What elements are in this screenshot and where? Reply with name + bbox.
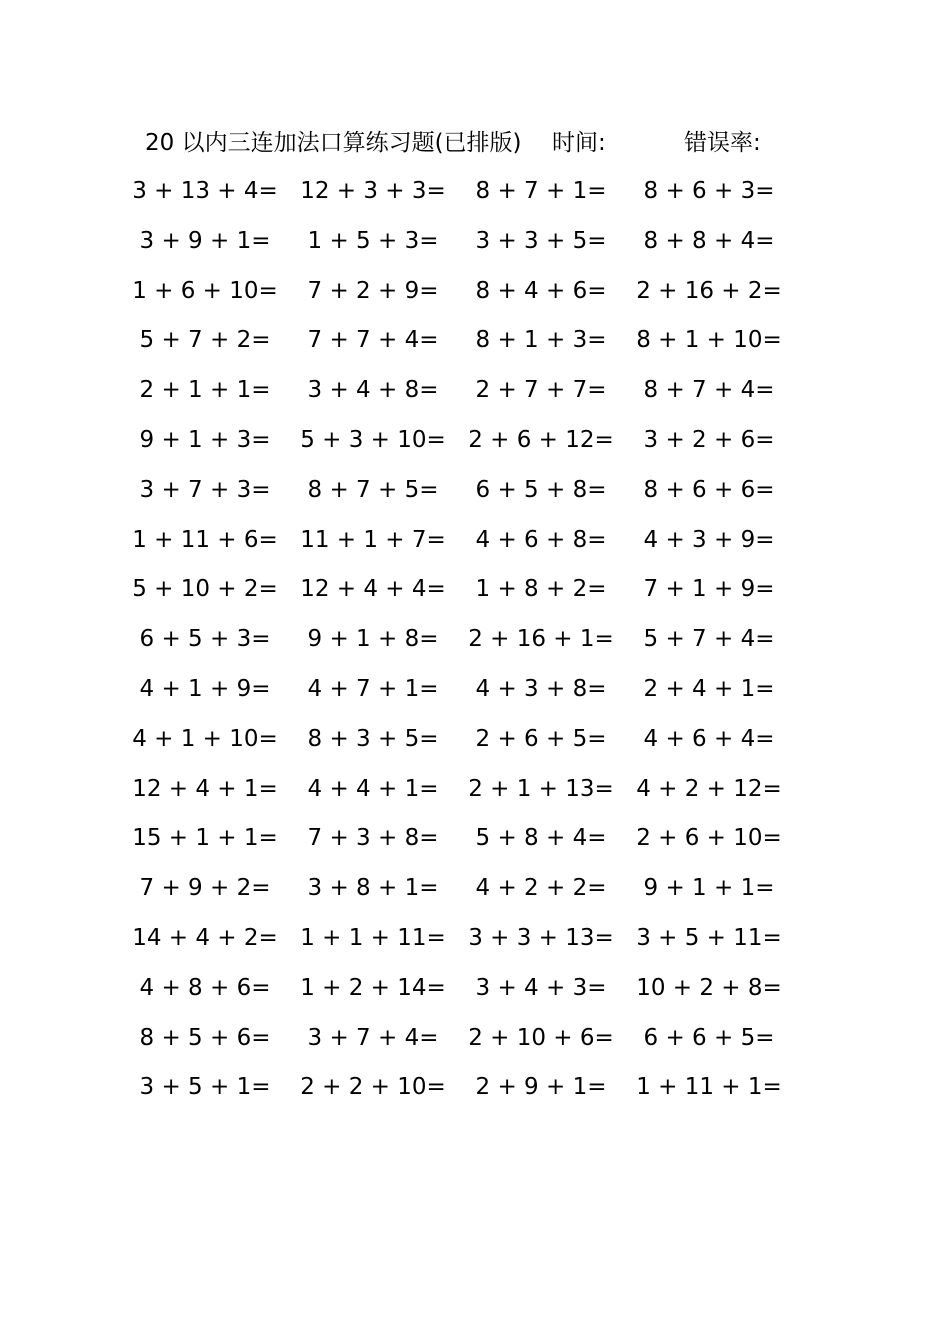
problem-item: 4 + 3 + 8=: [475, 675, 607, 702]
problem-item: 7 + 9 + 2=: [139, 875, 271, 902]
problem-item: 3 + 3 + 13=: [468, 924, 614, 951]
problem-item: 9 + 1 + 1=: [643, 875, 775, 902]
problem-item: 3 + 7 + 3=: [139, 476, 271, 503]
problem-item: 6 + 5 + 8=: [475, 476, 607, 503]
problem-item: 2 + 1 + 1=: [139, 377, 271, 404]
problem-item: 2 + 9 + 1=: [475, 1074, 607, 1101]
problem-item: 3 + 4 + 8=: [307, 377, 439, 404]
problem-item: 8 + 5 + 6=: [139, 1024, 271, 1051]
problem-item: 3 + 5 + 11=: [636, 924, 782, 951]
problem-item: 11 + 1 + 7=: [300, 526, 446, 553]
problem-item: 9 + 1 + 3=: [139, 426, 271, 453]
problem-row: [0, 669, 950, 719]
problem-item: 5 + 7 + 2=: [139, 327, 271, 354]
problem-row: [0, 470, 950, 520]
problem-item: 2 + 16 + 2=: [636, 277, 782, 304]
problem-item: 15 + 1 + 1=: [132, 825, 278, 852]
problem-item: 2 + 6 + 12=: [468, 426, 614, 453]
worksheet-header: [0, 123, 950, 163]
problem-item: 2 + 2 + 10=: [300, 1074, 446, 1101]
problem-item: 7 + 1 + 9=: [643, 576, 775, 603]
problem-row: [0, 769, 950, 819]
problem-item: 1 + 8 + 2=: [475, 576, 607, 603]
problem-item: 10 + 2 + 8=: [636, 974, 782, 1001]
problem-item: 2 + 6 + 5=: [475, 725, 607, 752]
problem-item: 1 + 5 + 3=: [307, 227, 439, 254]
problem-item: 14 + 4 + 2=: [132, 924, 278, 951]
problem-item: 2 + 7 + 7=: [475, 377, 607, 404]
problem-item: 4 + 7 + 1=: [307, 675, 439, 702]
problem-item: 8 + 1 + 3=: [475, 327, 607, 354]
problem-item: 1 + 6 + 10=: [132, 277, 278, 304]
problem-item: 8 + 7 + 1=: [475, 178, 607, 204]
problem-item: 2 + 4 + 1=: [643, 675, 775, 702]
problem-item: 2 + 1 + 13=: [468, 775, 614, 802]
problem-item: 2 + 16 + 1=: [468, 626, 614, 653]
problem-item: 1 + 11 + 1=: [636, 1074, 782, 1101]
problem-row: [0, 968, 950, 1018]
problem-item: 4 + 3 + 9=: [643, 526, 775, 553]
problem-row: [0, 370, 950, 420]
problem-item: 3 + 5 + 1=: [139, 1074, 271, 1101]
problem-item: 3 + 9 + 1=: [139, 227, 271, 254]
problem-row: [0, 520, 950, 570]
worksheet-title: 20 以内三连加法口算练习题(已排版): [145, 130, 522, 156]
problem-item: 8 + 4 + 6=: [475, 277, 607, 304]
problem-row: [0, 868, 950, 918]
problem-item: 2 + 6 + 10=: [636, 825, 782, 852]
problem-item: 3 + 7 + 4=: [307, 1024, 439, 1051]
problem-item: 8 + 6 + 3=: [643, 178, 775, 204]
problem-row: [0, 1067, 950, 1117]
problem-item: 9 + 1 + 8=: [307, 626, 439, 653]
problem-item: 3 + 2 + 6=: [643, 426, 775, 453]
problem-item: 8 + 1 + 10=: [636, 327, 782, 354]
problem-row: [0, 420, 950, 470]
problem-row: [0, 719, 950, 769]
problem-grid: [0, 171, 950, 1117]
problem-item: 4 + 1 + 10=: [132, 725, 278, 752]
problem-item: 7 + 3 + 8=: [307, 825, 439, 852]
problem-item: 3 + 8 + 1=: [307, 875, 439, 902]
problem-item: 2 + 10 + 6=: [468, 1024, 614, 1051]
problem-row: [0, 221, 950, 271]
problem-item: 7 + 7 + 4=: [307, 327, 439, 354]
problem-item: 7 + 2 + 9=: [307, 277, 439, 304]
problem-item: 4 + 8 + 6=: [139, 974, 271, 1001]
problem-item: 8 + 6 + 6=: [643, 476, 775, 503]
problem-row: [0, 1018, 950, 1068]
problem-item: 1 + 2 + 14=: [300, 974, 446, 1001]
problem-item: 8 + 3 + 5=: [307, 725, 439, 752]
problem-row: [0, 818, 950, 868]
problem-item: 12 + 4 + 4=: [300, 576, 446, 603]
error-rate-label: 错误率:: [684, 130, 761, 156]
problem-item: 3 + 3 + 5=: [475, 227, 607, 254]
problem-item: 1 + 1 + 11=: [300, 924, 446, 951]
problem-row: [0, 171, 950, 221]
problem-item: 3 + 4 + 3=: [475, 974, 607, 1001]
problem-item: 5 + 8 + 4=: [475, 825, 607, 852]
problem-item: 4 + 4 + 1=: [307, 775, 439, 802]
problem-item: 4 + 2 + 12=: [636, 775, 782, 802]
problem-item: 4 + 6 + 8=: [475, 526, 607, 553]
problem-item: 6 + 5 + 3=: [139, 626, 271, 653]
problem-item: 5 + 10 + 2=: [132, 576, 278, 603]
problem-item: 5 + 3 + 10=: [300, 426, 446, 453]
problem-item: 8 + 7 + 4=: [643, 377, 775, 404]
problem-row: [0, 320, 950, 370]
problem-item: 1 + 11 + 6=: [132, 526, 278, 553]
time-label: 时间:: [552, 130, 606, 156]
problem-item: 3 + 13 + 4=: [132, 178, 278, 204]
problem-item: 8 + 7 + 5=: [307, 476, 439, 503]
problem-row: [0, 918, 950, 968]
problem-item: 12 + 3 + 3=: [300, 178, 446, 204]
problem-row: [0, 619, 950, 669]
problem-item: 4 + 6 + 4=: [643, 725, 775, 752]
problem-item: 4 + 1 + 9=: [139, 675, 271, 702]
problem-item: 12 + 4 + 1=: [132, 775, 278, 802]
problem-item: 5 + 7 + 4=: [643, 626, 775, 653]
problem-item: 8 + 8 + 4=: [643, 227, 775, 254]
problem-row: [0, 271, 950, 321]
problem-row: [0, 569, 950, 619]
problem-item: 6 + 6 + 5=: [643, 1024, 775, 1051]
problem-item: 4 + 2 + 2=: [475, 875, 607, 902]
